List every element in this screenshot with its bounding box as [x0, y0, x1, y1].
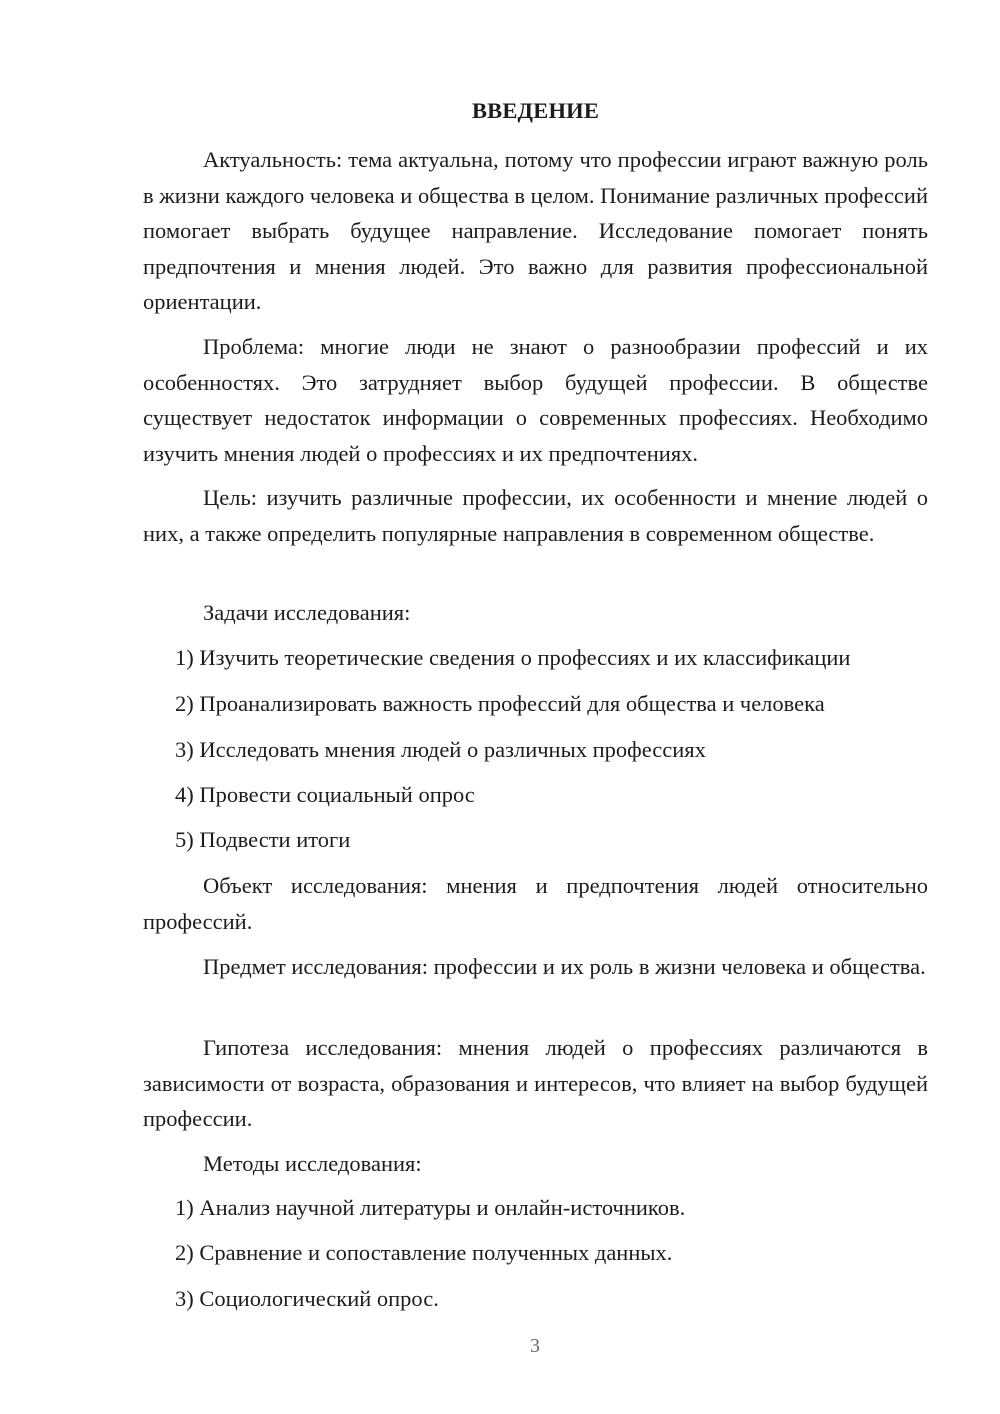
- task-item-3: 3) Исследовать мнения людей о различных профессиях: [175, 737, 706, 762]
- methods-heading: Методы исследования:: [203, 1151, 422, 1176]
- method-item-1: 1) Анализ научной литературы и онлайн-источников.: [175, 1195, 686, 1220]
- task-item-2: 2) Проанализировать важность профессий для общества и человека: [175, 691, 825, 716]
- task-item-5: 5) Подвести итоги: [175, 827, 351, 852]
- method-item-2: 2) Сравнение и сопоставление полученных данных.: [175, 1240, 673, 1265]
- hypothesis-paragraph: Гипотеза исследования: мнения людей о профессиях различаются в зависимости от возраста, образования и интересов, что влияет на выбор будущей профессии.: [143, 1035, 928, 1131]
- task-item-4: 4) Провести социальный опрос: [175, 782, 475, 807]
- task-item-1: 1) Изучить теоретические сведения о профессиях и их классификации: [175, 645, 851, 670]
- page-number: 3: [530, 1335, 540, 1357]
- method-item-3: 3) Социологический опрос.: [175, 1286, 439, 1311]
- goal-paragraph: Цель: изучить различные профессии, их особенности и мнение людей о них, а также определить популярные направления в современном обществе.: [143, 485, 928, 546]
- problem-paragraph: Проблема: многие люди не знают о разнообразии профессий и их особенностях. Это затрудняет выбор будущей профессии. В обществе существует недостаток информации о современных профессиях. Необходимо изучить мнения людей о профессиях и их предпочтениях.: [143, 334, 928, 466]
- tasks-heading: Задачи исследования:: [203, 600, 411, 625]
- section-title: ВВЕДЕНИЕ: [471, 98, 600, 123]
- object-paragraph: Объект исследования: мнения и предпочтения людей относительно профессий.: [143, 873, 928, 934]
- subject-paragraph: Предмет исследования: профессии и их роль в жизни человека и общества.: [203, 954, 926, 979]
- relevance-paragraph: Актуальность: тема актуальна, потому что профессии играют важную роль в жизни каждого человека и общества в целом. Понимание различных профессий помогает выбрать будущее направление. Исследование помогает понять предпочтения и мнения людей. Это важно для развития профессиональной ориентации.: [143, 147, 928, 314]
